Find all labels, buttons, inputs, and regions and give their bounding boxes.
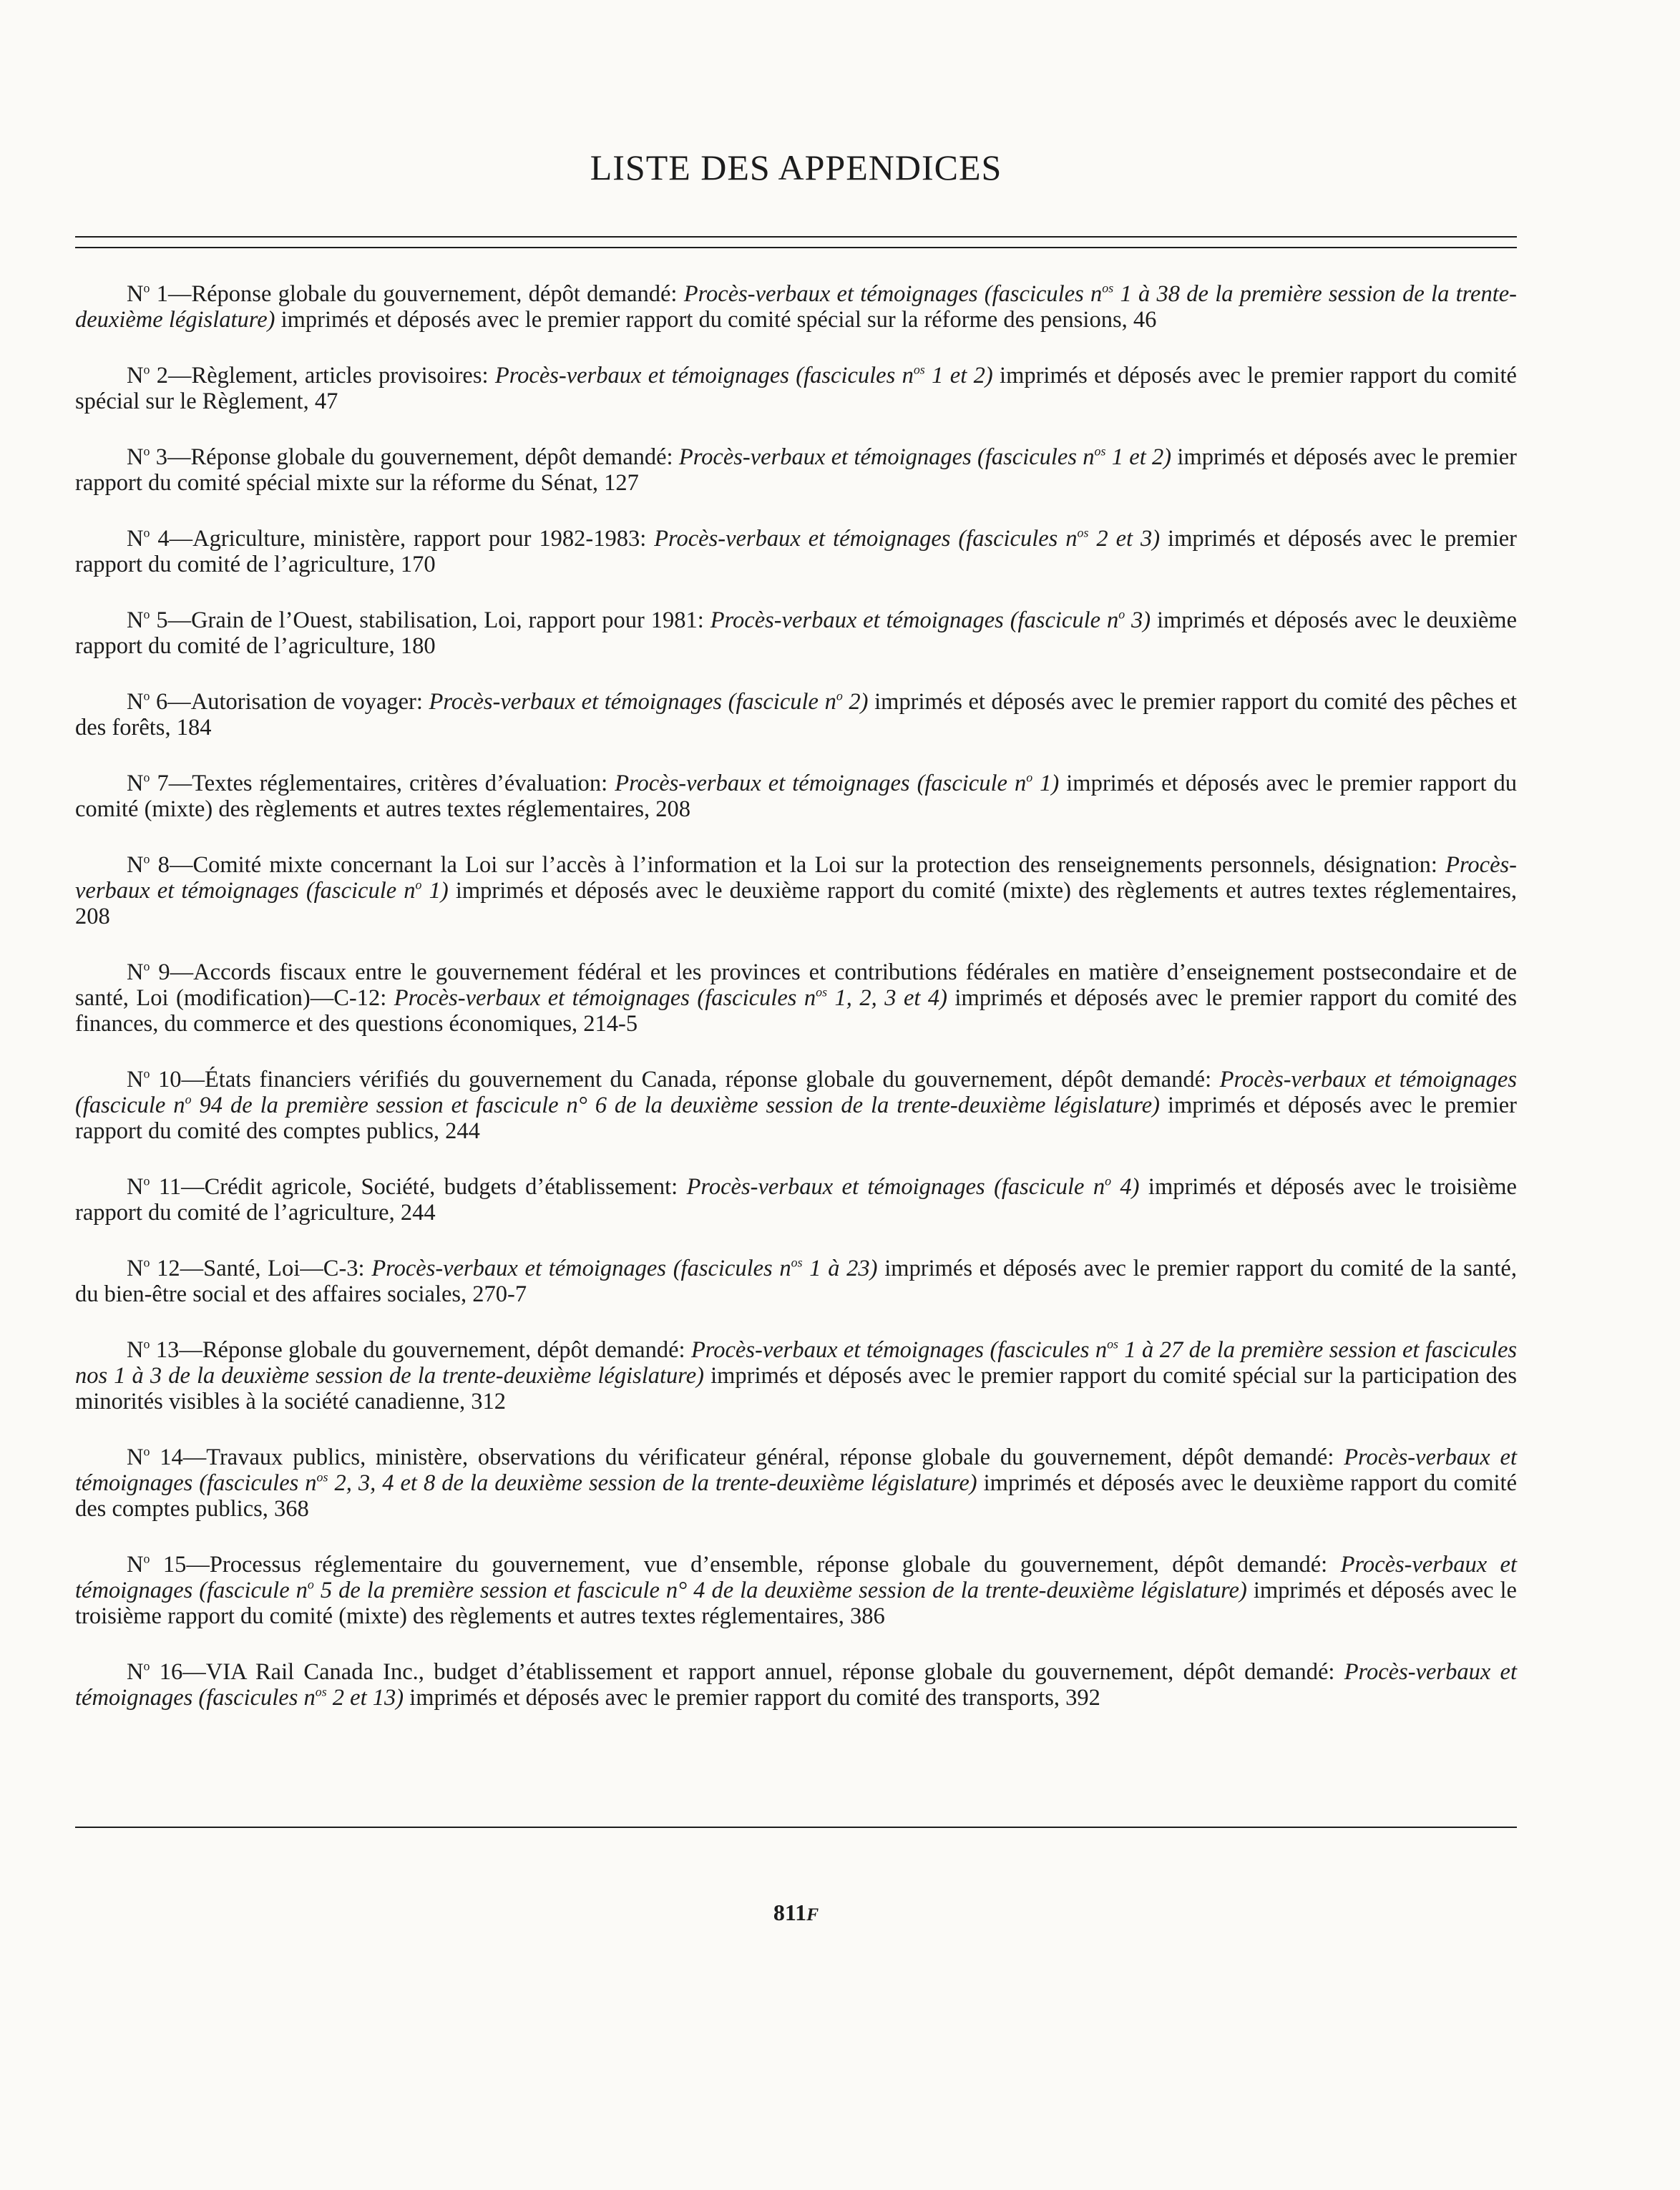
- page-title: LISTE DES APPENDICES: [590, 147, 1002, 187]
- entry-text: —Règlement, articles provisoires:: [168, 363, 495, 388]
- appendix-entry: [75, 363, 1517, 414]
- entry-number: 6: [150, 689, 168, 715]
- entry-reference: Procès-verbaux et témoignages (fascicules n: [75, 1444, 1517, 1496]
- entry-reference-superscript: os: [816, 984, 828, 999]
- entry-tail: imprimés et déposés avec le deuxième rapport du comité des comptes publics, 368: [75, 1470, 1517, 1522]
- entry-text: —Santé, Loi—C-3:: [180, 1256, 372, 1281]
- entry-tail: imprimés et déposés avec le premier rapport du comité spécial sur la participation des minorités visibles à la société canadienne, 312: [75, 1363, 1517, 1414]
- entry-number: 10: [150, 1067, 182, 1092]
- entry-number-prefix: N: [127, 1067, 144, 1092]
- entry-tail: imprimés et déposés avec le deuxième rapport du comité (mixte) des règlements et autres textes réglementaires, 208: [75, 878, 1517, 929]
- entry-number-superscript: o: [143, 959, 150, 974]
- entry-reference-continued: 4): [1111, 1174, 1140, 1200]
- appendix-entry: [75, 1067, 1517, 1144]
- entry-reference-continued: 1, 2, 3 et 4): [827, 985, 947, 1011]
- entry-tail: imprimés et déposés avec le premier rapport du comité de la santé, du bien-être social et des affaires sociales, 270-7: [75, 1256, 1517, 1307]
- entry-text: —Travaux publics, ministère, observations du vérificateur général, réponse globale du gouvernement, dépôt demandé:: [182, 1444, 1344, 1470]
- entry-tail: imprimés et déposés avec le premier rapport du comité des finances, du commerce et des questions économiques, 214-5: [75, 985, 1517, 1037]
- entry-text: —Accords fiscaux entre le gouvernement fédéral et les provinces et contributions fédérales en matière d’enseignement postsecondaire et de santé, Loi (modification)—C-12:: [75, 959, 1517, 1011]
- entry-reference: Procès-verbaux et témoignages (fascicules n: [678, 444, 1095, 470]
- entry-tail: imprimés et déposés avec le premier rapport du comité spécial mixte sur la réforme du Sénat, 127: [75, 444, 1517, 496]
- entry-number-prefix: N: [127, 959, 144, 985]
- entry-reference-continued: 94 de la première session et fascicule n° 6 de la deuxième session de la trente-deuxième législature): [191, 1092, 1160, 1118]
- entry-reference-superscript: os: [1102, 280, 1114, 295]
- entry-reference-superscript: o: [1026, 770, 1033, 785]
- entry-reference: Procès-verbaux et témoignages (fascicule n: [75, 852, 1518, 904]
- entry-reference: Procès-verbaux et témoignages (fascicule n: [75, 1067, 1517, 1118]
- entry-reference-continued: 2, 3, 4 et 8 de la deuxième session de la trente-deuxième législature): [328, 1470, 977, 1496]
- entry-tail: imprimés et déposés avec le premier rapport du comité de l’agriculture, 170: [75, 526, 1517, 577]
- entry-reference-superscript: os: [315, 1684, 327, 1699]
- entry-text: —Réponse globale du gouvernement, dépôt demandé:: [179, 1337, 691, 1363]
- page-number: [75, 1900, 1517, 1926]
- entry-tail: imprimés et déposés avec le premier rapport du comité (mixte) des règlements et autres textes réglementaires, 208: [75, 771, 1518, 822]
- entry-number-superscript: o: [143, 444, 150, 459]
- entry-reference-superscript: os: [791, 1255, 803, 1270]
- entry-number-prefix: N: [127, 852, 144, 878]
- entry-text: —Crédit agricole, Société, budgets d’établissement:: [181, 1174, 687, 1200]
- entry-number: 3: [150, 444, 167, 470]
- entry-reference-superscript: o: [415, 877, 422, 892]
- appendix-entry: [75, 444, 1517, 496]
- entry-number-superscript: o: [143, 688, 150, 703]
- entry-number-superscript: o: [143, 1658, 150, 1673]
- double-rule-divider: [75, 236, 1517, 248]
- entry-reference-continued: 2 et 13): [326, 1685, 404, 1711]
- appendix-entry: [75, 1337, 1517, 1414]
- entry-text: —Agriculture, ministère, rapport pour 1982-1983:: [169, 526, 655, 552]
- entry-reference: Procès-verbaux et témoignages (fascicules n: [654, 526, 1078, 552]
- entry-reference-continued: 1 et 2): [924, 363, 993, 388]
- entry-number: 9: [150, 959, 170, 985]
- entry-reference: Procès-verbaux et témoignages (fascicules n: [371, 1256, 791, 1281]
- entry-number: 12: [150, 1256, 180, 1281]
- entry-reference-continued: 3): [1125, 607, 1151, 633]
- appendix-entry: [75, 1174, 1517, 1226]
- entry-number-prefix: N: [127, 1256, 144, 1281]
- entry-tail: imprimés et déposés avec le troisième rapport du comité de l’agriculture, 244: [75, 1174, 1517, 1226]
- appendix-entry: [75, 1659, 1517, 1711]
- entry-tail: imprimés et déposés avec le premier rapport du comité spécial sur la réforme des pensions, 46: [275, 307, 1157, 333]
- entry-text: —VIA Rail Canada Inc., budget d’établissement et rapport annuel, réponse globale du gouvernement, dépôt demandé:: [182, 1659, 1344, 1685]
- entry-number-prefix: N: [127, 526, 144, 552]
- entry-number-superscript: o: [143, 851, 150, 866]
- entry-reference-continued: 1): [1032, 771, 1060, 796]
- appendix-entry: [75, 689, 1517, 740]
- entry-number-superscript: o: [143, 1336, 150, 1351]
- document-page: [75, 0, 1517, 2190]
- entry-number: 8: [150, 852, 170, 878]
- entry-number: 13: [150, 1337, 180, 1363]
- appendix-entry: [75, 526, 1517, 577]
- entry-number-superscript: o: [143, 362, 150, 377]
- entry-reference-superscript: o: [1105, 1173, 1112, 1188]
- entry-tail: imprimés et déposés avec le deuxième rapport du comité de l’agriculture, 180: [75, 607, 1517, 659]
- entry-reference: Procès-verbaux et témoignages (fascicules n: [683, 281, 1103, 307]
- entry-number-prefix: N: [127, 689, 144, 715]
- entry-reference-continued: 1 et 2): [1105, 444, 1172, 470]
- appendix-entry: [75, 1444, 1517, 1522]
- entry-reference-superscript: os: [913, 362, 925, 377]
- entry-reference: Procès-verbaux et témoignages (fascicule n: [429, 689, 836, 715]
- entry-text: —Processus réglementaire du gouvernement, vue d’ensemble, réponse globale du gouvernement, dépôt demandé:: [186, 1552, 1341, 1578]
- entry-reference-continued: 1 à 38 de la première session de la trente-deuxième législature): [75, 281, 1518, 333]
- entry-number-prefix: N: [127, 1444, 144, 1470]
- appendix-entry: [75, 959, 1517, 1037]
- entry-reference-continued: 1): [421, 878, 449, 904]
- entry-reference: Procès-verbaux et témoignages (fascicules n: [75, 1659, 1517, 1711]
- entry-number-prefix: N: [127, 771, 144, 796]
- appendix-entry: [75, 281, 1517, 333]
- entry-number-superscript: o: [143, 1551, 150, 1566]
- entry-text: —Réponse globale du gouvernement, dépôt demandé:: [167, 281, 684, 307]
- entry-reference-superscript: o: [1118, 607, 1125, 622]
- entry-number-superscript: o: [143, 607, 150, 622]
- entry-reference-superscript: o: [185, 1092, 192, 1107]
- entry-text: —États financiers vérifiés du gouvernement du Canada, réponse globale du gouvernement, dépôt demandé:: [181, 1067, 1220, 1092]
- entry-number: 11: [150, 1174, 182, 1200]
- bottom-rule-divider: [75, 1827, 1517, 1828]
- entry-reference-superscript: os: [1107, 1336, 1118, 1351]
- entry-reference-superscript: o: [836, 688, 843, 703]
- entry-number-prefix: N: [127, 607, 144, 633]
- entry-reference-superscript: o: [307, 1577, 314, 1592]
- entry-reference: Procès-verbaux et témoignages (fascicules n: [494, 363, 914, 388]
- entry-number-superscript: o: [143, 1255, 150, 1270]
- entry-number: 15: [150, 1552, 187, 1578]
- entry-text: —Grain de l’Ouest, stabilisation, Loi, rapport pour 1981:: [167, 607, 710, 633]
- entry-reference-continued: 1 à 23): [802, 1256, 878, 1281]
- entry-number: 14: [150, 1444, 183, 1470]
- appendix-entry: [75, 607, 1517, 659]
- entry-number-superscript: o: [143, 280, 150, 295]
- entry-tail: imprimés et déposés avec le premier rapport du comité des transports, 392: [404, 1685, 1100, 1711]
- appendix-entry: [75, 852, 1517, 929]
- entry-reference: Procès-verbaux et témoignages (fascicule n: [75, 1552, 1517, 1603]
- entry-reference-continued: 1 à 27 de la première session et fascicules nos 1 à 3 de la deuxième session de la trente-deuxième législature): [75, 1337, 1518, 1389]
- entry-number: 1: [150, 281, 168, 307]
- page-number-suffix: F: [806, 1904, 819, 1925]
- entry-text: —Réponse globale du gouvernement, dépôt demandé:: [167, 444, 679, 470]
- entry-reference: Procès-verbaux et témoignages (fascicule n: [686, 1174, 1105, 1200]
- entry-number-prefix: N: [127, 1174, 144, 1200]
- appendix-entry: [75, 1256, 1517, 1307]
- appendix-entry: [75, 1552, 1517, 1629]
- entry-reference: Procès-verbaux et témoignages (fascicules n: [394, 985, 816, 1011]
- entry-number-superscript: o: [143, 525, 150, 540]
- entry-tail: imprimés et déposés avec le troisième rapport du comité (mixte) des règlements et autres textes réglementaires, 386: [75, 1578, 1517, 1629]
- entry-number-prefix: N: [127, 1659, 144, 1685]
- appendix-entry: [75, 771, 1517, 822]
- entry-tail: imprimés et déposés avec le premier rapport du comité des comptes publics, 244: [75, 1092, 1517, 1144]
- page-number-value: 811: [773, 1900, 807, 1925]
- entry-reference-superscript: os: [1094, 444, 1106, 459]
- entry-reference: Procès-verbaux et témoignages (fascicule n: [710, 607, 1119, 633]
- entry-number-superscript: o: [143, 1173, 150, 1188]
- entry-number: 5: [150, 607, 168, 633]
- entry-number-prefix: N: [127, 444, 144, 470]
- entry-number-prefix: N: [127, 1552, 144, 1578]
- entry-number-superscript: o: [143, 1066, 150, 1081]
- entry-tail: imprimés et déposés avec le premier rapport du comité des pêches et des forêts, 184: [75, 689, 1518, 740]
- entry-number-prefix: N: [127, 1337, 144, 1363]
- entry-reference-superscript: os: [316, 1470, 328, 1485]
- entry-reference-superscript: os: [1077, 525, 1089, 540]
- entry-reference-continued: 2): [842, 689, 869, 715]
- entry-number: 4: [150, 526, 170, 552]
- entry-reference: Procès-verbaux et témoignages (fascicule n: [615, 771, 1027, 796]
- entry-text: —Comité mixte concernant la Loi sur l’accès à l’information et la Loi sur la protection des renseignements personnels, désignation:: [169, 852, 1446, 878]
- entry-number: 16: [150, 1659, 183, 1685]
- entry-reference-continued: 2 et 3): [1088, 526, 1161, 552]
- entry-number: 7: [150, 771, 169, 796]
- entry-number-prefix: N: [127, 363, 144, 388]
- entry-reference-continued: 5 de la première session et fascicule n° 4 de la deuxième session de la trente-deuxième législature): [313, 1578, 1247, 1603]
- entry-text: —Autorisation de voyager:: [167, 689, 429, 715]
- entry-number-superscript: o: [143, 1444, 150, 1459]
- entry-number: 2: [150, 363, 169, 388]
- entry-reference: Procès-verbaux et témoignages (fascicules n: [690, 1337, 1108, 1363]
- entry-text: —Textes réglementaires, critères d’évaluation:: [168, 771, 615, 796]
- entry-number-prefix: N: [127, 281, 144, 307]
- appendix-list: [75, 281, 1517, 1741]
- entry-tail: imprimés et déposés avec le premier rapport du comité spécial sur le Règlement, 47: [75, 363, 1517, 414]
- entry-number-superscript: o: [143, 770, 150, 785]
